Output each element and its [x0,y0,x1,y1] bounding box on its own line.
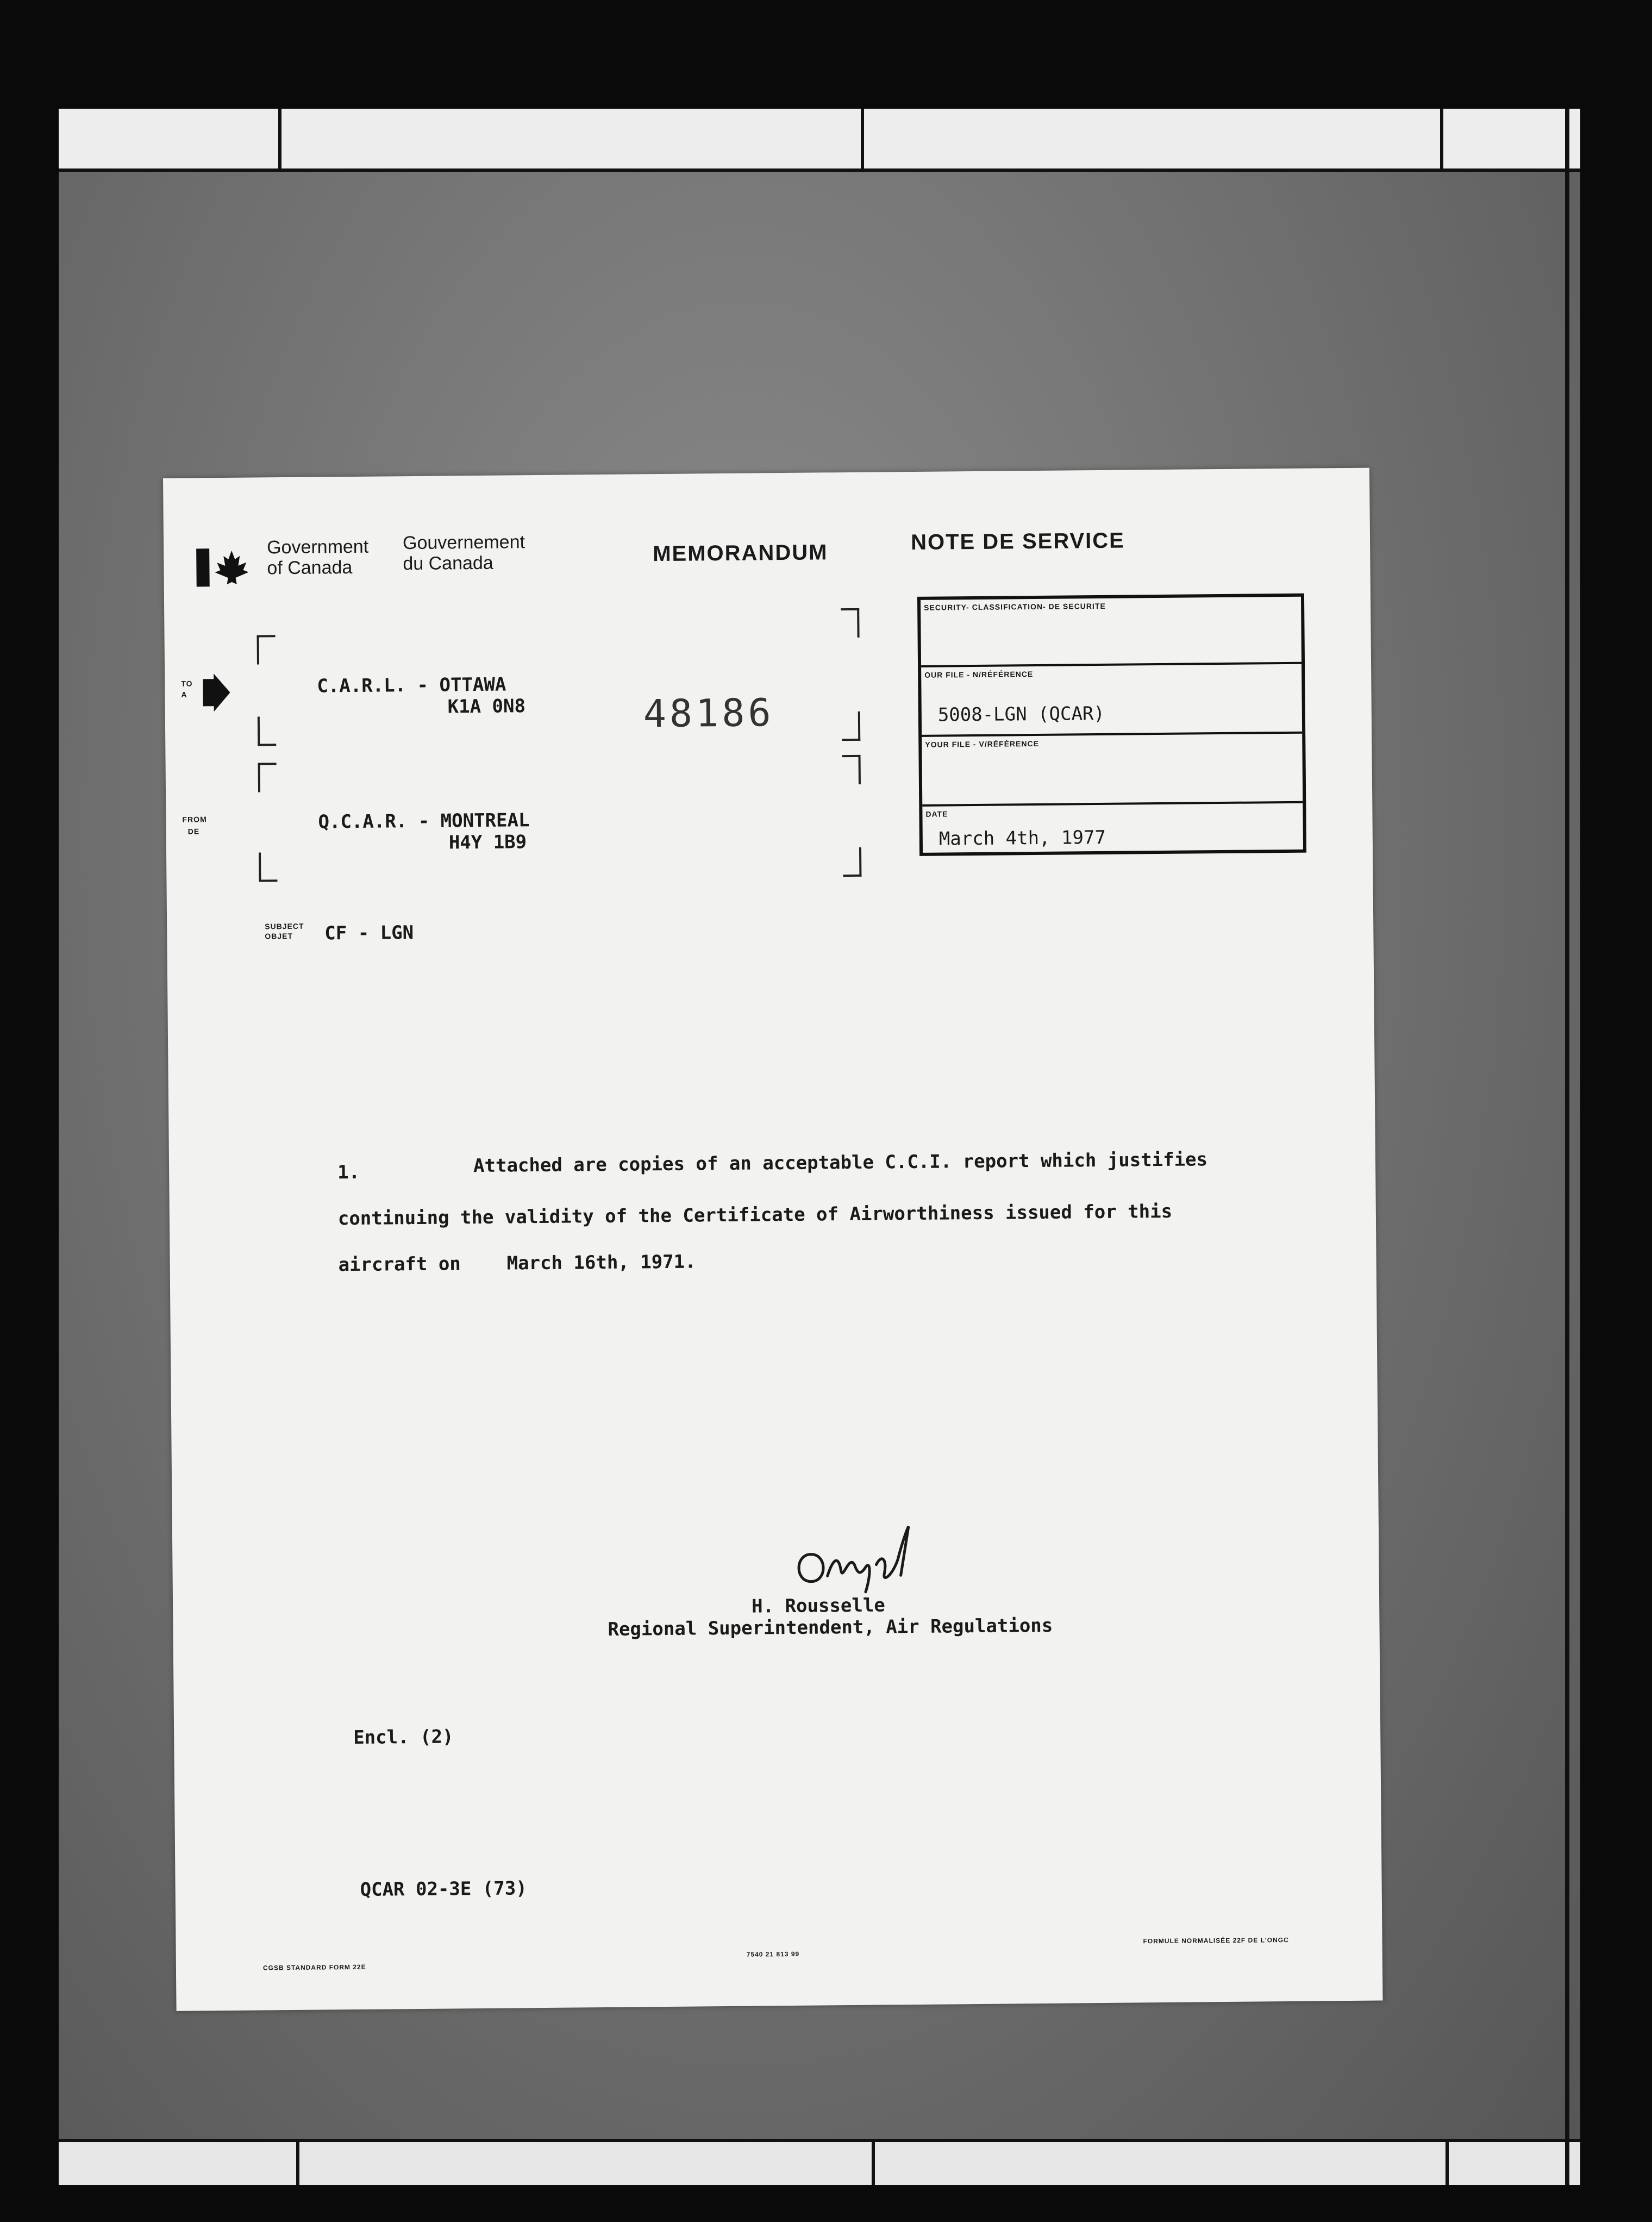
strip-mark [1446,2139,1449,2185]
our-file-value: 5008-LGN (QCAR) [937,702,1105,726]
strip-mark [296,2139,299,2185]
subject-label: SUBJECT [265,921,304,931]
film-strip-bottom [59,2139,1580,2185]
to-address-line1: C.A.R.L. - OTTAWA [317,673,506,697]
gov-fr-line2: du Canada [403,552,493,575]
reference-box [917,594,1306,856]
from-label: FROM [182,815,207,824]
body-line-3a: aircraft on [338,1253,461,1276]
a-label: A [181,690,187,699]
gov-fr-line1: Gouvernement [402,532,525,554]
address-bracket [258,716,276,746]
security-label: SECURITY- CLASSIFICATION- DE SECURITE [924,601,1106,612]
paragraph-number: 1. [337,1161,360,1184]
strip-mark [278,109,281,170]
address-bracket [259,852,277,882]
from-address-line2: H4Y 1B9 [448,831,527,854]
handwritten-signature [789,1521,942,1603]
address-bracket [841,608,859,638]
our-file-label: OUR FILE - N/RÉFÉRENCE [924,670,1034,679]
memorandum-heading: MEMORANDUM [653,540,828,566]
enclosure: Encl. (2) [353,1726,454,1749]
de-label: DE [187,827,200,836]
address-bracket [842,755,860,784]
memo-paper [163,468,1383,2011]
nsn-code: 7540 21 813 99 [746,1950,800,1958]
formule-label: FORMULE NORMALISÉE 22F DE L'ONGC [1143,1936,1289,1945]
body-line-1: Attached are copies of an acceptable C.C.I. report which justifies [473,1149,1208,1177]
address-bracket [258,763,277,792]
note-de-service-heading: NOTE DE SERVICE [910,528,1125,554]
film-strip-top [59,109,1580,170]
canada-flag-icon [196,548,256,587]
subject-value: CF - LGN [324,922,414,945]
film-edge [1565,109,1569,2185]
stamp-number: 48186 [643,690,774,736]
signatory-name: H. Rousselle [751,1594,885,1618]
your-file-label: YOUR FILE - V/RÉFÉRENCE [925,739,1040,749]
security-cell [921,597,1301,667]
date-cell [922,803,1303,853]
form-code: QCAR 02-3E (73) [360,1877,527,1901]
gov-en-line1: Government [266,536,369,558]
to-address-line2: K1A 0N8 [447,695,526,718]
gov-en-line2: of Canada [267,557,353,579]
date-label: DATE [925,809,948,819]
arrow-right-icon [203,673,230,711]
address-bracket [257,635,276,664]
address-bracket [843,847,861,877]
strip-divider-bottom [59,2139,1580,2142]
strip-mark [1440,109,1443,170]
to-label: TO [181,679,193,688]
cgsb-form-label: CGSB STANDARD FORM 22E [262,1963,366,1972]
our-file-cell [921,664,1302,737]
address-bracket [842,711,860,741]
body-line-3b: March 16th, 1971. [506,1251,696,1275]
strip-mark [861,109,864,170]
objet-label: OBJET [265,931,293,941]
your-file-cell [922,734,1303,807]
from-address-line1: Q.C.A.R. - MONTREAL [318,809,530,833]
date-value: March 4th, 1977 [938,826,1106,850]
strip-mark [872,2139,875,2185]
body-line-2: continuing the validity of the Certificate of Airworthiness issued for this [337,1200,1173,1230]
signatory-title: Regional Superintendent, Air Regulations [608,1614,1053,1640]
strip-divider-top [59,168,1580,172]
